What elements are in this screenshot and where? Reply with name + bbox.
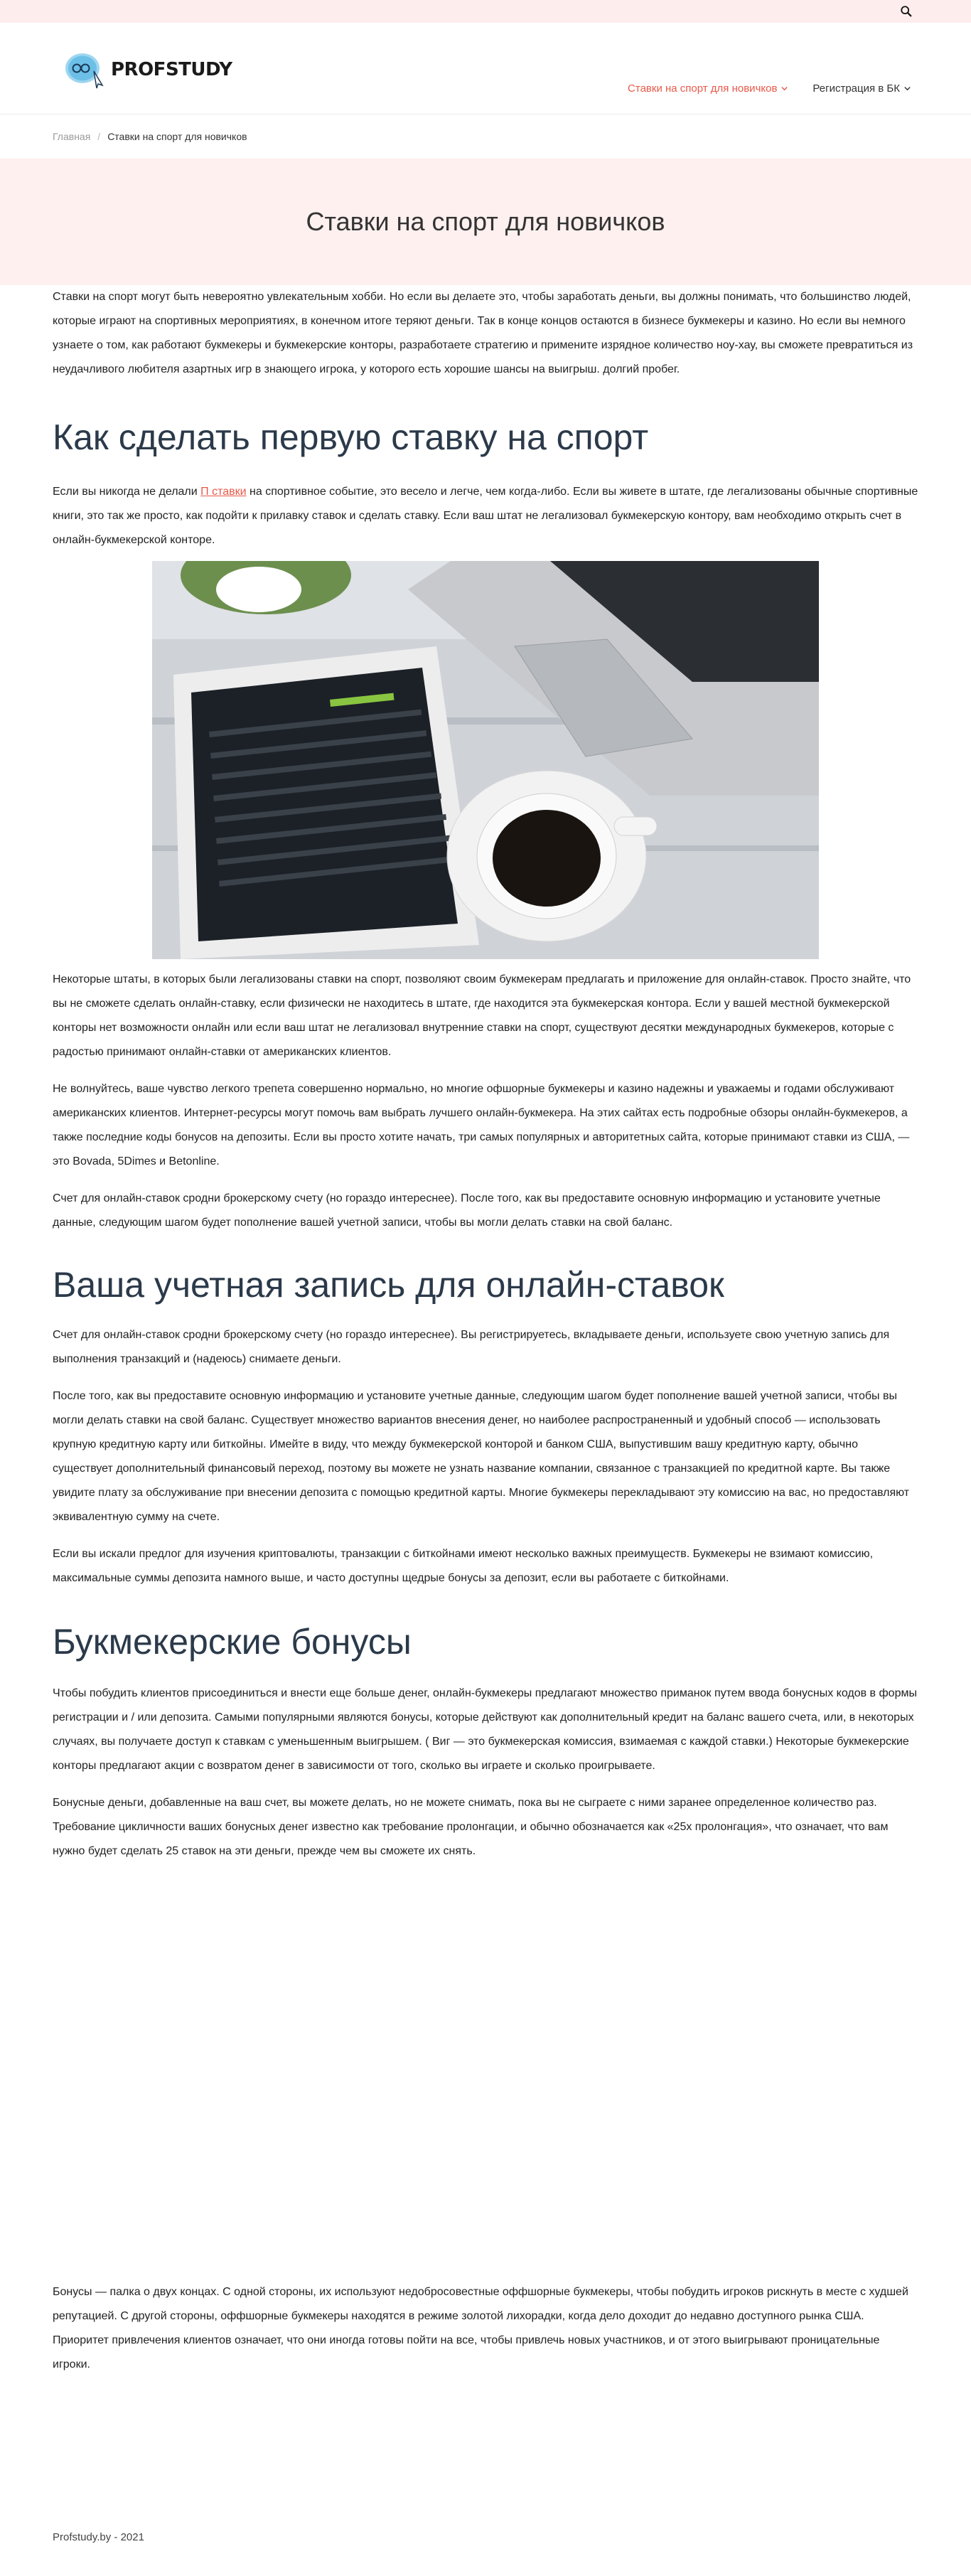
breadcrumb bbox=[0, 114, 971, 159]
site-header bbox=[0, 23, 971, 114]
heading-online-account: Ваша учетная запись для онлайн-ставок bbox=[53, 1265, 724, 1305]
crypto-paragraph: Если вы искали предлог для изучения криптовалюты, транзакции с биткойнами имеют несколько важных преимуществ. Букмекеры не взимают комиссию, максимальные суммы депозита намного выше, и часто доступны щедрые бонусы за депозит, если вы работаете с биткойнами. bbox=[53, 1548, 874, 1584]
ad-space bbox=[53, 1864, 918, 2280]
footer-copyright: Profstudy.by - 2021 bbox=[53, 2531, 144, 2543]
intro-paragraph: Ставки на спорт могут быть невероятно увлекательным хобби. Но если вы делаете это, чтобы заработать деньги, вы должны понимать, что большинство людей, которые играют на спортивных мероприятиях, в конечном итоге теряют деньги. Так в конце концов остаются в бизнесе букмекеры и казино. Но если вы немного узнаете о том, как работают букмекеры и букмекерские конторы, разработаете стратегию и примените изрядное количество ноу-хау, вы сможете превратиться из неудачливого любителя азартных игр в знающего игрока, у которого есть хорошие шансы на выигрыш. долгий пробег. bbox=[53, 291, 913, 375]
page-title: Ставки на спорт для новичков bbox=[306, 207, 665, 236]
account-paragraph: Счет для онлайн-ставок сродни брокерскому счету (но гораздо интереснее). Вы регистрируетесь, вкладываете деньги, используете свою учетную запись для выполнения транзакций и (надеюсь) снимаете деньги. bbox=[53, 1329, 890, 1365]
final-paragraph: Бонусы — палка о двух концах. С одной стороны, их используют недобросовестные оффшорные букмекеры, чтобы побудить игроков рискнуть в месте с худшей репутацией. С другой стороны, оффшорные букмекеры находятся в режиме золотой лихорадки, когда дело доходит до недавно доступного рынка США. Приоритет привлечения клиентов означает, что они иногда готовы пойти на все, чтобы привлечь новых участников, и от этого выигрывают проницательные игроки. bbox=[53, 2286, 908, 2371]
logo-icon bbox=[60, 50, 109, 90]
nav-item-label: Регистрация в БК bbox=[812, 82, 900, 95]
logo-text: PROFSTUDY bbox=[111, 59, 232, 80]
bonus-paragraph-1: Чтобы побудить клиентов присоединиться и внести еще больше денег, онлайн-букмекеры предлагают множество приманок путем ввода бонусных кодов в формы регистрации и / или депозита. Самыми популярными являются бонусы, которые действуют как дополнительный кредит на баланс вашего счета, или, в некоторых случаях, вы получаете доступ к ставкам с уменьшенным выигрышем. ( Виг — это букмекерская комиссия, взимаемая с каждой ставки.) Некоторые букмекерские конторы предлагают акции с возвратом денег в зависимости от того, сколько вы играете и сколько проигрываете. bbox=[53, 1687, 917, 1772]
hero-image-wrapper bbox=[53, 561, 918, 959]
account-intro-paragraph: Счет для онлайн-ставок сродни брокерскому счету (но гораздо интереснее). После того, как вы предоставите основную информацию и установите учетные данные, следующим шагом будет пополнение вашей учетной записи, чтобы вы могли делать ставки на свой баланс. bbox=[53, 1192, 881, 1229]
nav-item-label: Ставки на спорт для новичков bbox=[628, 82, 778, 95]
first-bet-text-after: на спортивное событие, это весело и легче, чем когда-либо. Если вы живете в штате, где легализованы обычные спортивные книги, это так же просто, как подойти к прилавку ставок и сделать ставку. Если ваш штат не легализовал букмекерскую контору, вам необходимо открыть счет в онлайн-букмекерской конторе. bbox=[53, 486, 918, 546]
page-banner bbox=[0, 159, 971, 285]
search-icon[interactable] bbox=[900, 5, 913, 18]
bets-inline-link[interactable]: П ставки bbox=[200, 486, 247, 498]
main-nav bbox=[628, 82, 911, 95]
chevron-down-icon bbox=[903, 85, 911, 92]
breadcrumb-separator: / bbox=[97, 131, 101, 142]
breadcrumb-home-link[interactable]: Главная bbox=[53, 131, 91, 142]
states-paragraph: Некоторые штаты, в которых были легализованы ставки на спорт, позволяют своим букмекерам предлагать и приложение для онлайн-ставок. Просто знайте, что вы не сможете сделать онлайн-ставку, если физически не находитесь в штате, где находится эта букмекерская контора. Если у вашей местной букмекерской конторы нет возможности онлайн или если ваш штат не легализовал внутренние ставки на спорт, существуют десятки международных букмекеров, которые с радостью принимают онлайн-ставки от американских клиентов. bbox=[53, 973, 911, 1058]
top-bar bbox=[0, 0, 971, 23]
nav-item-registration[interactable] bbox=[812, 82, 911, 95]
site-logo[interactable] bbox=[60, 50, 232, 90]
nav-item-betting-for-beginners[interactable] bbox=[628, 82, 788, 95]
chevron-down-icon bbox=[780, 85, 788, 92]
first-bet-paragraph bbox=[53, 480, 918, 552]
heading-bonuses: Букмекерские бонусы bbox=[53, 1622, 412, 1662]
bonus-paragraph-2: Бонусные деньги, добавленные на ваш счет, вы можете делать, но не можете снимать, пока вы не сыграете с ними заранее определенное количество раз. Требование цикличности ваших бонусных денег известно как требование пролонгации, и обычно обозначается как «25x пролонгация», что означает, что вам нужно будет сделать 25 ставок на эти деньги, прежде чем вы сможете их снять. bbox=[53, 1797, 889, 1857]
deposit-paragraph: После того, как вы предоставите основную информацию и установите учетные данные, следующим шагом будет пополнение вашей учетной записи, чтобы вы могли делать ставки на свой баланс. Существует множество вариантов внесения денег, но наиболее распространенный и удобный способ — использовать крупную кредитную карту или биткойны. Имейте в виду, что между букмекерской конторой и банком США, выпустившим вашу кредитную карту, обычно существует дополнительный финансовый переход, поэтому вы можете не узнать название компании, связанное с транзакцией по кредитной карте. Вы также увидите плату за обслуживание при внесении депозита с помощью кредитной карты. Многие букмекеры перекладывают эту комиссию на вас, но предоставляют эквивалентную сумму на счете. bbox=[53, 1390, 910, 1523]
article-content bbox=[0, 285, 971, 2377]
heading-first-bet: Как сделать первую ставку на спорт bbox=[53, 417, 649, 457]
laptop-tablet-coffee-image bbox=[152, 561, 819, 959]
offshore-paragraph: Не волнуйтесь, ваше чувство легкого трепета совершенно нормально, но многие офшорные букмекеры и казино надежны и уважаемы и годами обслуживают американских клиентов. Интернет-ресурсы могут помочь вам выбрать лучшего онлайн-букмекера. На этих сайтах есть подробные обзоры онлайн-букмекеров, а также последние коды бонусов на депозиты. Если вы просто хотите начать, три самых популярных и авторитетных сайта, которые принимают ставки из США, — это Bovada, 5Dimes и Betonline. bbox=[53, 1083, 910, 1167]
first-bet-text-before: Если вы никогда не делали bbox=[53, 486, 201, 498]
breadcrumb-current: Ставки на спорт для новичков bbox=[107, 131, 247, 142]
